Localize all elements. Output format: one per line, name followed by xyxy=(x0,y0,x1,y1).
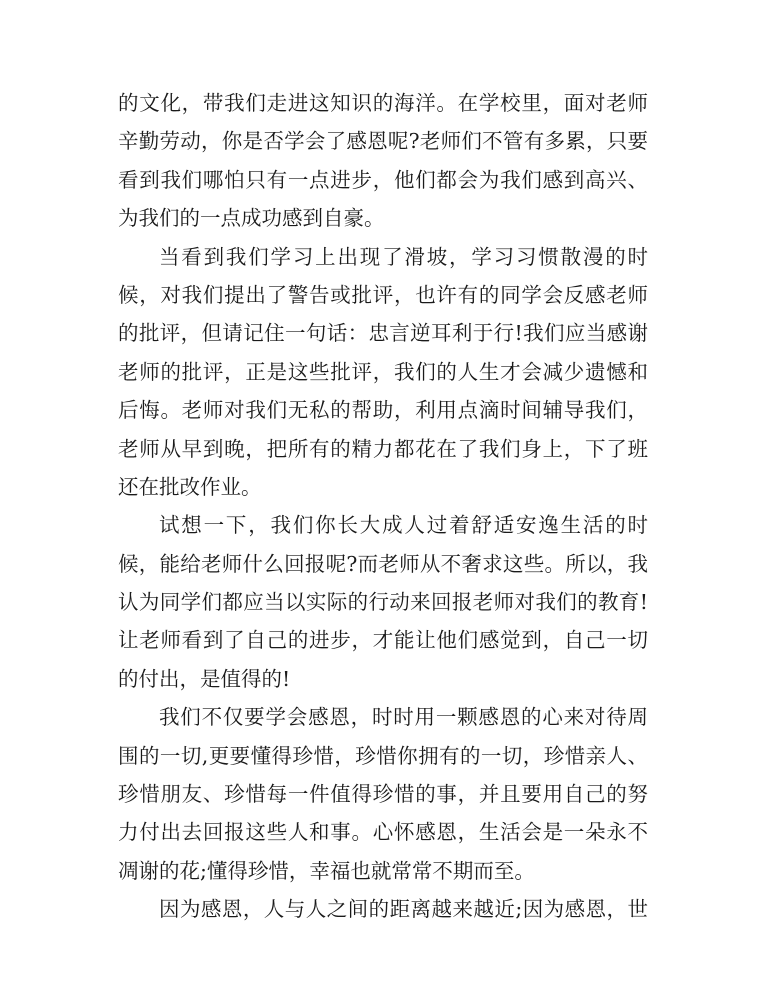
text-line: 力付出去回报这些人和事。心怀感恩，生活会是一朵永不 xyxy=(118,820,648,845)
text-line: 还在批改作业。 xyxy=(118,474,262,499)
text-line: 让老师看到了自己的进步，才能让他们感觉到，自己一切 xyxy=(118,628,648,653)
text-line: 候，对我们提出了警告或批评，也许有的同学会反感老师 xyxy=(118,282,648,307)
text-line: 为我们的一点成功感到自豪。 xyxy=(118,206,385,231)
text-line: 的文化，带我们走进这知识的海洋。在学校里，面对老师 xyxy=(118,91,648,115)
text-line: 当看到我们学习上出现了滑坡，学习习惯散漫的时 xyxy=(159,244,648,269)
text-line: 老师从早到晚，把所有的精力都花在了我们身上，下了班 xyxy=(118,436,648,461)
text-line: 后悔。老师对我们无私的帮助，利用点滴时间辅导我们， xyxy=(118,398,648,423)
text-line: 认为同学们都应当以实际的行动来回报老师对我们的教育! xyxy=(118,590,648,615)
text-line: 围的一切,更要懂得珍惜，珍惜你拥有的一切，珍惜亲人、 xyxy=(118,743,648,768)
text-line: 凋谢的花;懂得珍惜，幸福也就常常不期而至。 xyxy=(118,858,535,883)
text-line: 珍惜朋友、珍惜每一件值得珍惜的事，并且要用自己的努 xyxy=(118,782,648,807)
text-line: 我们不仅要学会感恩，时时用一颗感恩的心来对待周 xyxy=(159,705,648,730)
text-line: 因为感恩，人与人之间的距离越来越近;因为感恩，世 xyxy=(159,897,648,922)
text-line: 试想一下，我们你长大成人过着舒适安逸生活的时 xyxy=(159,513,648,538)
text-line: 老师的批评，正是这些批评，我们的人生才会减少遗憾和 xyxy=(118,359,648,384)
text-line: 候，能给老师什么回报呢?而老师从不奢求这些。所以，我 xyxy=(118,551,648,576)
text-line: 辛勤劳动，你是否学会了感恩呢?老师们不管有多累，只要 xyxy=(118,129,648,154)
text-line: 看到我们哪怕只有一点进步，他们都会为我们感到高兴、 xyxy=(118,167,648,192)
document-body xyxy=(118,84,648,929)
text-line: 的付出，是值得的! xyxy=(118,666,291,691)
text-line: 的批评，但请记住一句话：忠言逆耳利于行!我们应当感谢 xyxy=(118,321,648,346)
